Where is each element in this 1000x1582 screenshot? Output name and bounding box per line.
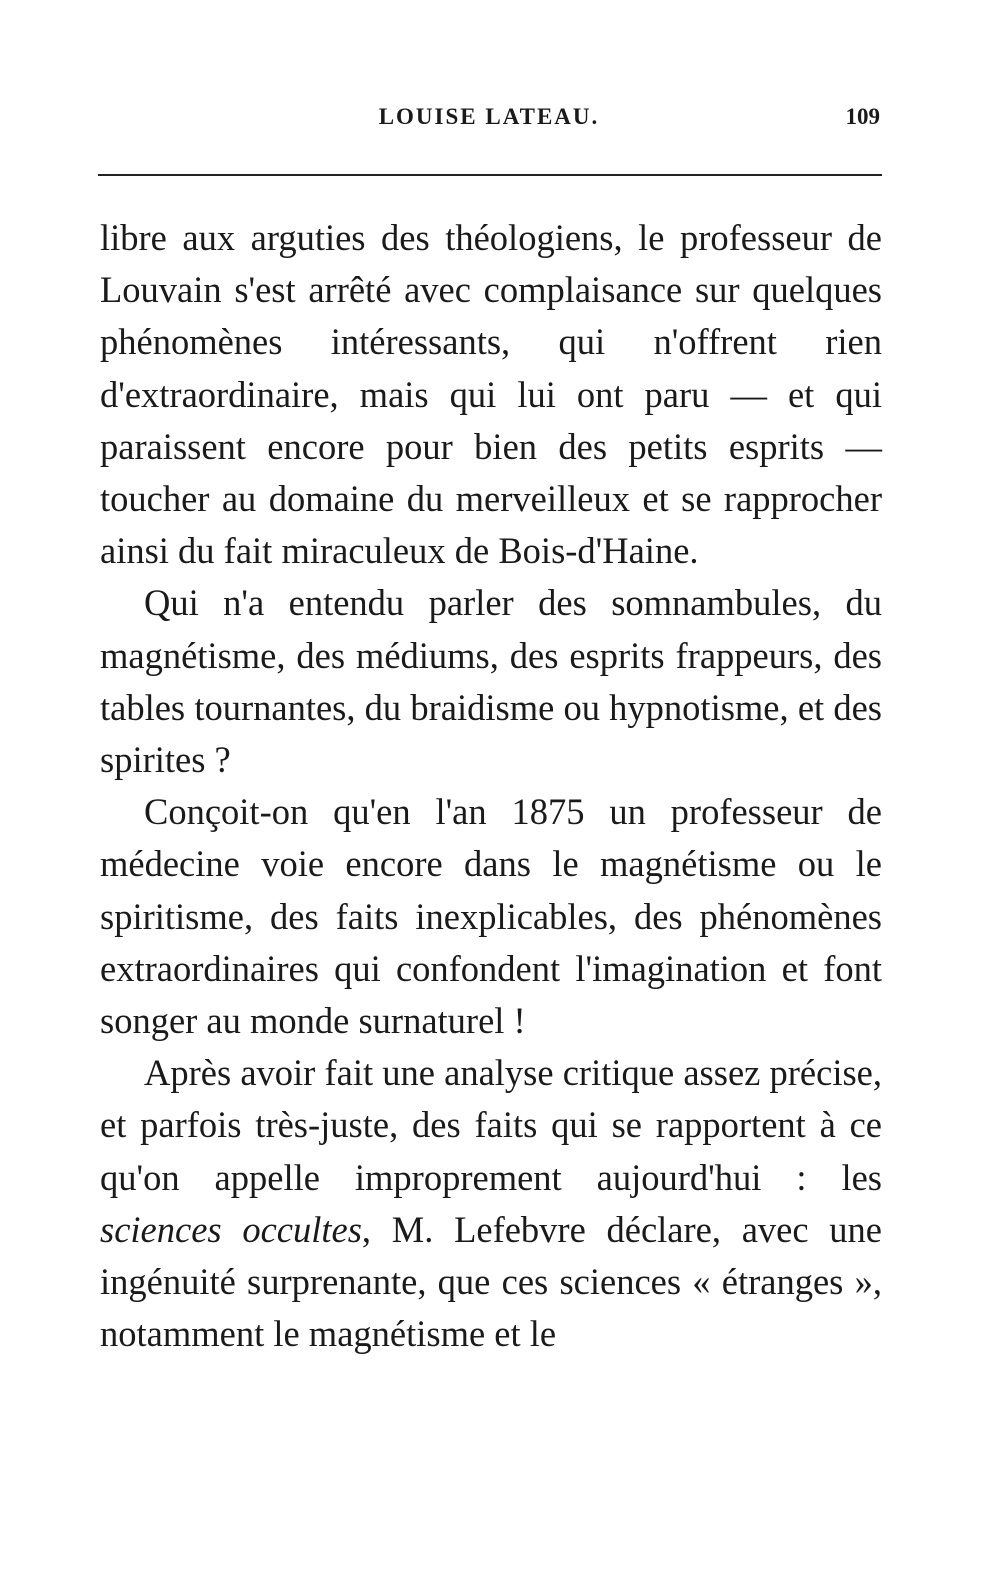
page-number: 109 (845, 104, 880, 129)
paragraph-2: Qui n'a entendu parler des somnambules, du magnétisme, des médiums, des esprits frappeurs, des tables tournantes, du braidisme ou hypnotisme, et des spirites ? (100, 582, 882, 781)
paragraph-4-start: Après avoir fait une analyse critique assez précise, et parfois très-juste, des faits qui se rapportent à ce qu'on appelle improprement aujourd'hui : les (100, 1052, 882, 1198)
paragraph-4-end: , M. Lefebvre déclare, avec une ingénuité surprenante, que ces sciences « étranges », notamment le magnétisme et le (100, 1208, 882, 1355)
paragraph-4 (100, 1047, 882, 1360)
body-text (100, 212, 882, 1360)
paragraph-3: Conçoit-on qu'en l'an 1875 un professeur de médecine voie encore dans le magnétisme ou le spiritisme, des faits inexplicables, des phénomènes extraordinaires qui confondent l'imagination et font songer au monde surnaturel ! (100, 791, 882, 1042)
header-rule (98, 174, 882, 176)
running-head (98, 104, 880, 134)
running-title: LOUISE LATEAU. (378, 104, 600, 129)
italic-phrase: sciences occultes (100, 1208, 362, 1250)
paragraph-1: libre aux arguties des théologiens, le professeur de Louvain s'est arrêté avec complaisance sur quelques phénomènes intéressants, qui n'offrent rien d'extraordinaire, mais qui lui ont paru — et qui paraissent encore pour bien des petits esprits — toucher au domaine du merveilleux et se rapprocher ainsi du fait miraculeux de Bois-d'Haine. (100, 217, 882, 572)
